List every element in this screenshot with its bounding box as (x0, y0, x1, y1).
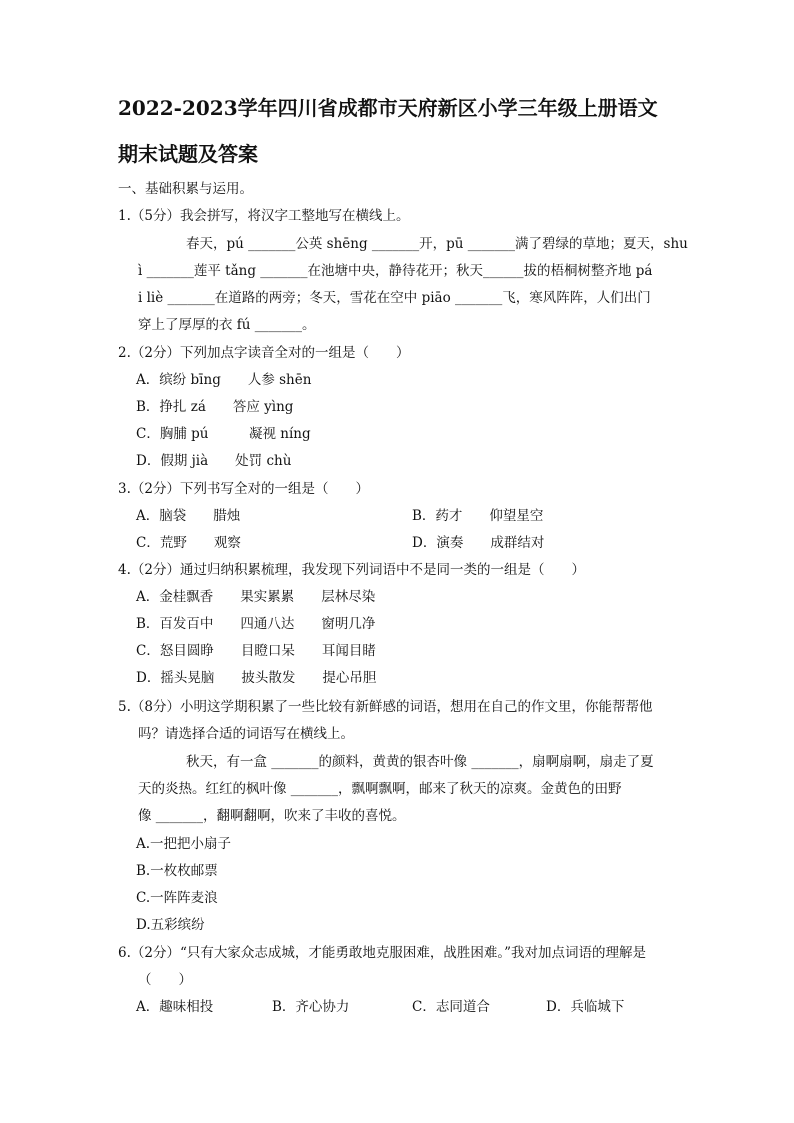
q5-stem-line1: 5.（8分）小明这学期积累了一些比较有新鲜感的词语，想用在自己的作文里，你能帮帮他 (118, 699, 653, 715)
q1-line1: 春天，pú _______公英 shēng _______开，pū _______满了碧绿的草地；夏天，shu (186, 236, 688, 252)
q5-option-b: B.一枚枚邮票 (136, 863, 218, 879)
q3-option-d: D．演奏 成群结对 (412, 535, 545, 551)
q4-option-a: A．金桂飘香 果实累累 层林尽染 (136, 589, 376, 605)
q5-option-c: C.一阵阵麦浪 (136, 890, 218, 906)
q6-option-d: D．兵临城下 (546, 999, 625, 1015)
q2-option-a: A．缤纷 bīng 人参 shēn (136, 372, 312, 388)
q1-line4: 穿上了厚厚的衣 fú _______。 (138, 317, 316, 333)
q3-option-b: B．药才 仰望星空 (412, 508, 544, 524)
q1-line2: ì _______莲平 tǎng _______在池塘中央，静待花开；秋天______拔的梧桐树整齐地 pá (138, 263, 653, 279)
q2-option-b: B．挣扎 zá 答应 yìng (136, 399, 294, 415)
q5-passage-line3: 像 _______，翻啊翻啊，吹来了丰收的喜悦。 (138, 808, 406, 824)
q5-passage-line1: 秋天，有一盒 _______的颜料，黄黄的银杏叶像 _______，扇啊扇啊，扇走了夏 (186, 754, 654, 770)
q4-option-b: B．百发百中 四通八达 窗明几净 (136, 616, 376, 632)
q5-passage-line2: 天的炎热。红红的枫叶像 _______，飘啊飘啊，邮来了秋天的凉爽。金黄色的田野 (138, 781, 622, 797)
q1-line3: i liè _______在道路的两旁；冬天，雪花在空中 piāo _______飞，寒风阵阵，人们出门 (138, 290, 651, 306)
q4-option-c: C．怒目圆睁 目瞪口呆 耳闻目睹 (136, 643, 376, 659)
section-heading: 一、基础积累与运用。 (118, 181, 253, 197)
exam-title-line2: 期末试题及答案 (118, 142, 258, 166)
q5-stem-line2: 吗？请选择合适的词语写在横线上。 (138, 726, 354, 742)
q4-stem: 4.（2分）通过归纳积累梳理，我发现下列词语中不是同一类的一组是（ ） (118, 562, 585, 578)
q3-option-a: A．脑袋 腊烛 (136, 508, 241, 524)
q2-option-c: C．胸脯 pú 凝视 níng (136, 426, 311, 442)
q2-stem: 2.（2分）下列加点字读音全对的一组是（ ） (118, 345, 410, 361)
q5-option-d: D.五彩缤纷 (136, 917, 205, 933)
q6-option-b: B．齐心协力 (272, 999, 350, 1015)
q3-stem: 3.（2分）下列书写全对的一组是（ ） (118, 481, 369, 497)
q2-option-d: D．假期 jià 处罚 chù (136, 453, 292, 469)
q6-option-c: C．志同道合 (412, 999, 490, 1015)
exam-title-line1: 2022-2023学年四川省成都市天府新区小学三年级上册语文 (118, 96, 658, 120)
q6-stem-line1: 6.（2分）“只有大家众志成城，才能勇敢地克服困难，战胜困难。”我对加点词语的理解是 (118, 945, 647, 961)
q5-option-a: A.一把把小扇子 (136, 836, 232, 852)
q4-option-d: D．摇头晃脑 披头散发 提心吊胆 (136, 670, 377, 686)
q1-stem: 1.（5分）我会拼写，将汉字工整地写在横线上。 (118, 208, 410, 224)
q3-option-c: C．荒野 观察 (136, 535, 241, 551)
q6-stem-line2: （ ） (138, 972, 192, 988)
q6-option-a: A．趣味相投 (136, 999, 214, 1015)
